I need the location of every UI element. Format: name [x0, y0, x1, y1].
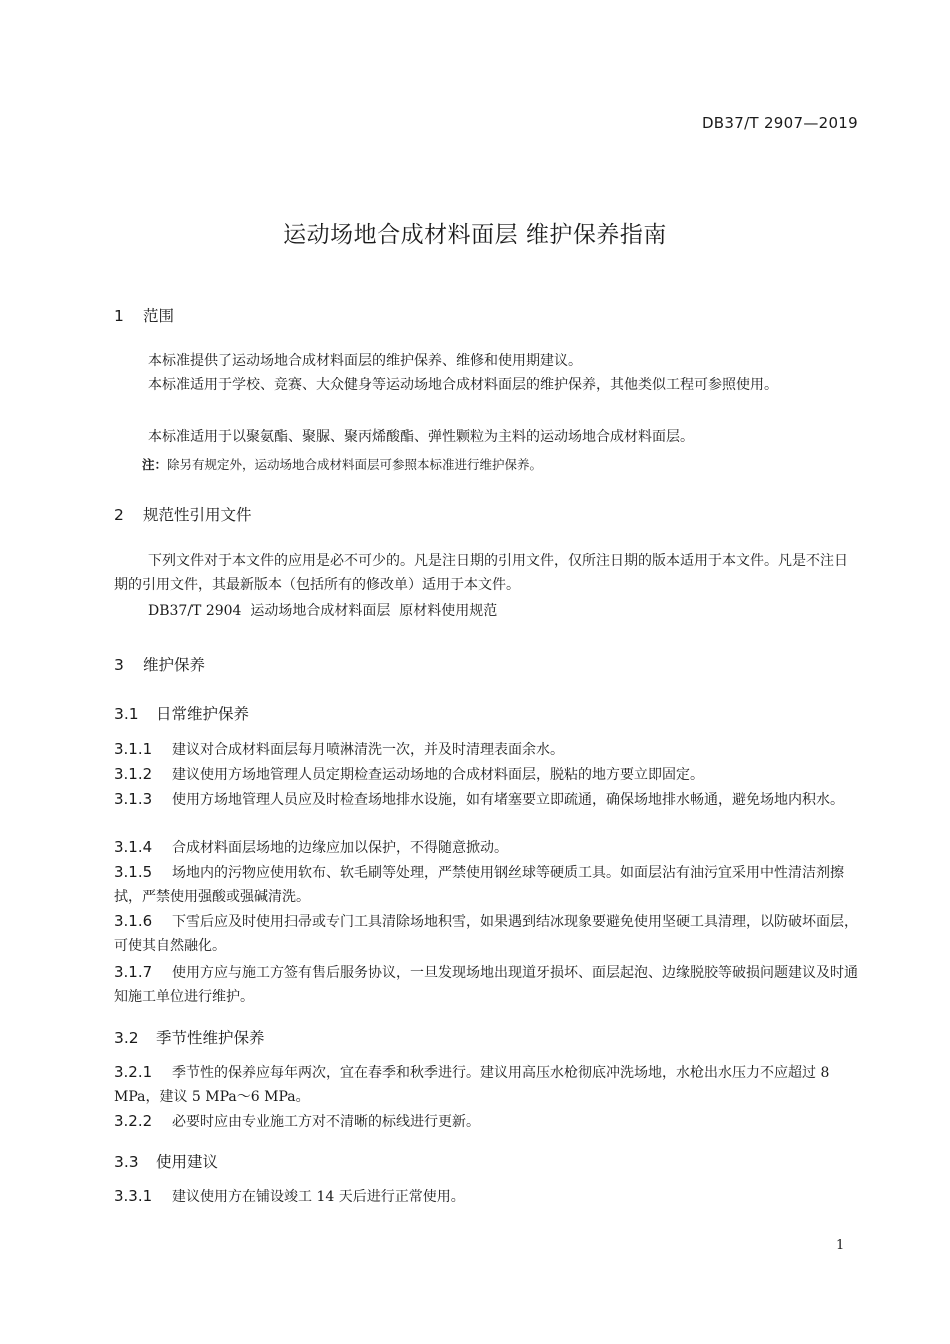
clause-number: 3.2.1 [114, 1063, 153, 1081]
clause-text: 建议使用方场地管理人员定期检查运动场地的合成材料面层，脱粘的地方要立即固定。 [172, 767, 704, 783]
clause-number: 3.1.7 [114, 963, 153, 981]
clause-item [114, 737, 860, 762]
clause-item [114, 762, 860, 787]
clause-text: 建议使用方在铺设竣工 14 天后进行正常使用。 [172, 1189, 465, 1205]
paragraph: 本标准提供了运动场地合成材料面层的维护保养、维修和使用期建议。 [148, 353, 582, 369]
subsection-number: 3.3 [114, 1153, 139, 1171]
section-1-heading [114, 304, 174, 326]
note-label: 注： [142, 457, 168, 472]
document-code: DB37/T 2907—2019 [701, 114, 858, 132]
clause-item [114, 1184, 860, 1209]
subsection-title: 使用建议 [156, 1153, 219, 1171]
clause-item [114, 835, 860, 860]
document-title: 运动场地合成材料面层 维护保养指南 [283, 222, 667, 248]
clause-text: 建议对合成材料面层每月喷淋清洗一次，并及时清理表面余水。 [172, 742, 564, 758]
section-title: 规范性引用文件 [143, 506, 252, 524]
subsection-3-1-heading [114, 702, 249, 724]
clause-number: 3.1.1 [114, 740, 153, 758]
clause-number: 3.1.2 [114, 765, 153, 783]
paragraph: 下列文件对于本文件的应用是必不可少的。凡是注日期的引用文件，仅所注日期的版本适用于本文件。凡是不注日期的引用文件，其最新版本（包括所有的修改单）适用于本文件。 [114, 553, 848, 593]
clause-text: 合成材料面层场地的边缘应加以保护，不得随意掀动。 [172, 840, 508, 856]
section-title: 范围 [143, 307, 175, 325]
clause-item [114, 1060, 860, 1109]
clause-item [114, 960, 860, 1009]
clause-text: 季节性的保养应每年两次，宜在春季和秋季进行。建议用高压水枪彻底冲洗场地，水枪出水压力不应超过 8 MPa，建议 5 MPa～6 MPa。 [114, 1065, 830, 1105]
clause-text: 使用方场地管理人员应及时检查场地排水设施，如有堵塞要立即疏通，确保场地排水畅通，避免场地内积水。 [172, 792, 844, 808]
page-number: 1 [836, 1238, 845, 1253]
paragraph: 本标准适用于以聚氨酯、聚脲、聚丙烯酸酯、弹性颗粒为主料的运动场地合成材料面层。 [148, 429, 694, 445]
paragraph: 本标准适用于学校、竞赛、大众健身等运动场地合成材料面层的维护保养，其他类似工程可参照使用。 [148, 377, 778, 393]
clause-text: 下雪后应及时使用扫帚或专门工具清除场地积雪，如果遇到结冰现象要避免使用坚硬工具清理，以防破坏面层，可使其自然融化。 [114, 914, 858, 954]
section-3-heading [114, 653, 205, 675]
subsection-number: 3.1 [114, 705, 139, 723]
subsection-3-2-heading [114, 1026, 265, 1048]
clause-number: 3.1.5 [114, 863, 153, 881]
clause-number: 3.1.6 [114, 912, 153, 930]
subsection-title: 季节性维护保养 [156, 1029, 265, 1047]
subsection-number: 3.2 [114, 1029, 139, 1047]
clause-number: 3.1.3 [114, 790, 153, 808]
clause-item [114, 909, 860, 958]
clause-number: 3.2.2 [114, 1112, 153, 1130]
section-number: 1 [114, 307, 124, 325]
subsection-title: 日常维护保养 [156, 705, 250, 723]
note-text: 除另有规定外，运动场地合成材料面层可参照本标准进行维护保养。 [167, 457, 543, 472]
note [142, 455, 542, 473]
clause-text: 必要时应由专业施工方对不清晰的标线进行更新。 [172, 1114, 480, 1130]
section-number: 3 [114, 656, 124, 674]
clause-text: 场地内的污物应使用软布、软毛刷等处理，严禁使用钢丝球等硬质工具。如面层沾有油污宜采用中性清洁剂擦拭，严禁使用强酸或强碱清洗。 [114, 865, 844, 905]
clause-number: 3.3.1 [114, 1187, 153, 1205]
clause-number: 3.1.4 [114, 838, 153, 856]
subsection-3-3-heading [114, 1150, 218, 1172]
section-title: 维护保养 [143, 656, 206, 674]
clause-item [114, 860, 860, 909]
clause-item [114, 1109, 860, 1134]
reference-document: DB37/T 2904 运动场地合成材料面层 原材料使用规范 [148, 603, 498, 619]
clause-item [114, 787, 860, 812]
section-2-heading [114, 503, 252, 525]
section-number: 2 [114, 506, 124, 524]
clause-text: 使用方应与施工方签有售后服务协议，一旦发现场地出现道牙损坏、面层起泡、边缘脱胶等破损问题建议及时通知施工单位进行维护。 [114, 965, 858, 1005]
